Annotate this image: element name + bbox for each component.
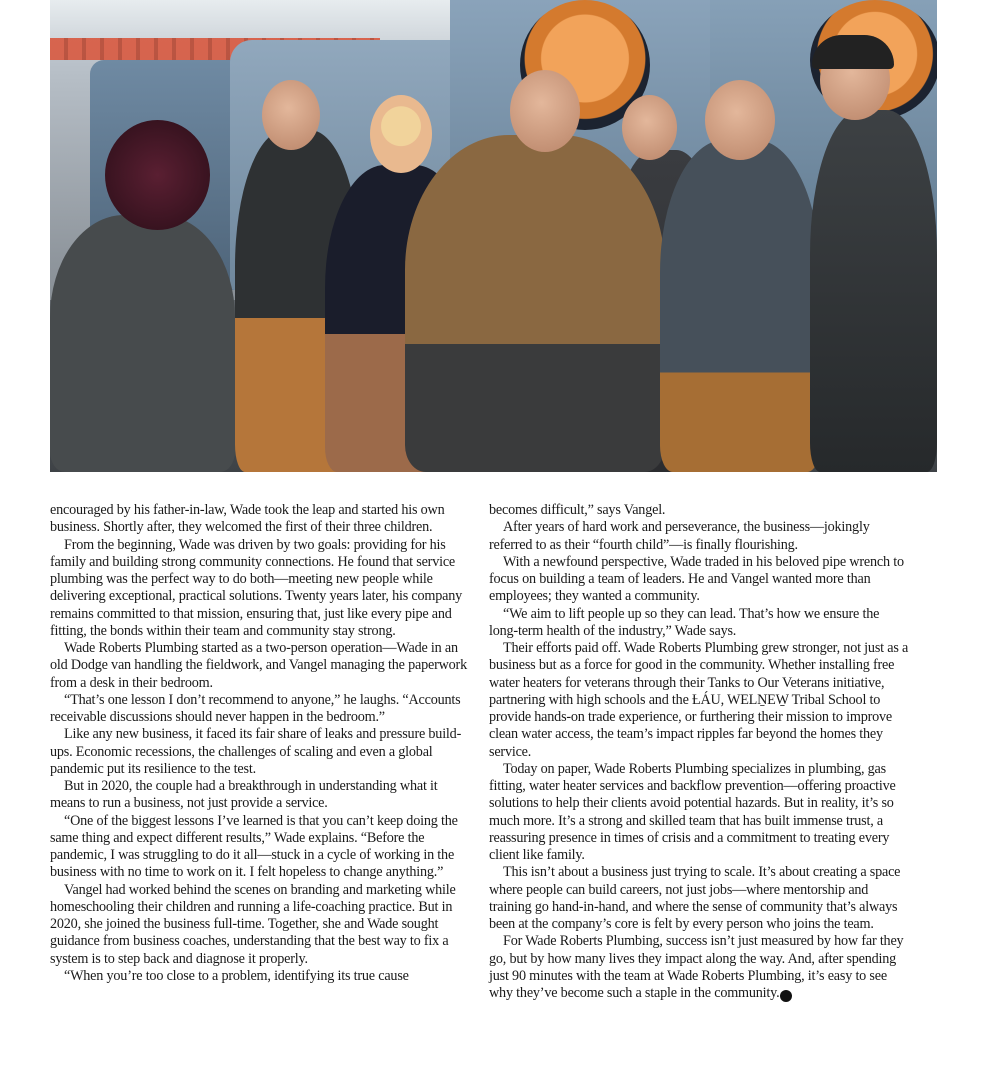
paragraph-final bbox=[489, 933, 909, 1002]
paragraph-text: For Wade Roberts Plumbing, success isn’t just measured by how far they go, but by how many lives they impact along the way. And, after spending just 90 minutes with the team at Wade Roberts Plumbing, it’s easy to see why they’ve become such a staple in the community. bbox=[489, 933, 904, 1001]
paragraph: “That’s one lesson I don’t recommend to anyone,” he laughs. “Accounts receivable discussions should never happen in the bedroom.” bbox=[50, 691, 461, 725]
paragraph: After years of hard work and perseverance, the business—jokingly referred to as their “fourth child”—is finally flourishing. bbox=[489, 519, 870, 553]
paragraph: becomes difficult,” says Vangel. bbox=[489, 502, 666, 518]
paragraph: But in 2020, the couple had a breakthrough in understanding what it means to run a business, not just provide a service. bbox=[50, 778, 438, 812]
person-figure bbox=[810, 110, 937, 472]
person-head bbox=[370, 95, 432, 173]
paragraph: encouraged by his father-in-law, Wade took the leap and started his own business. Shortly after, they welcomed the first of their three children. bbox=[50, 502, 445, 536]
article-column-right bbox=[489, 502, 909, 1002]
person-figure bbox=[660, 140, 820, 472]
team-photo bbox=[50, 0, 937, 472]
cap-icon bbox=[812, 35, 894, 69]
person-head bbox=[262, 80, 320, 150]
end-mark-icon: B bbox=[780, 990, 792, 1002]
paragraph: “One of the biggest lessons I’ve learned is that you can’t keep doing the same thing and expect different results,” Wade explains. “Before the pandemic, I was struggling to do it all—stuck in a cycle of working in the business with no time to work on it. I felt hopeless to change anything.” bbox=[50, 812, 458, 881]
person-head bbox=[510, 70, 580, 152]
paragraph: From the beginning, Wade was driven by two goals: providing for his family and building strong community connections. He found that service plumbing was the perfect way to do both—meeting new people while delivering exceptional, practical solutions. Twenty years later, his company remains committed to that mission, ensuring that, just like every pipe and fitting, the bonds within their team and community stay strong. bbox=[50, 536, 463, 639]
paragraph: With a newfound perspective, Wade traded in his beloved pipe wrench to focus on building a team of leaders. He and Vangel wanted more than employees; they wanted a community. bbox=[489, 553, 904, 605]
paragraph: Their efforts paid off. Wade Roberts Plumbing grew stronger, not just as a business but as a force for good in the community. Whether installing free water heaters for veterans through their Tanks to Our Veterans initiative, partnering with high schools and the ȽÁU, WELṈEW̱ Tribal School to provide hands-on trade experience, or furthering their mission to improve clean water access, the team’s impact ripples far beyond the homes they service. bbox=[489, 640, 909, 760]
person-figure bbox=[405, 135, 665, 472]
person-figure bbox=[50, 215, 235, 472]
paragraph: Today on paper, Wade Roberts Plumbing specializes in plumbing, gas fitting, water heater services and backflow prevention—offering proactive solutions to help their clients avoid potential hazards. But in reality, it’s so much more. It’s a strong and skilled team that has built immense trust, a reassuring presence in times of crisis and a commitment to treating every client like family. bbox=[489, 760, 896, 863]
paragraph: Vangel had worked behind the scenes on branding and marketing while homeschooling their children and running a life-coaching practice. But in 2020, she joined the business full-time. Together, she and Wade sought guidance from business coaches, understanding that the best way to fix a system is to step back and diagnose it properly. bbox=[50, 881, 456, 967]
article-column-left bbox=[50, 502, 468, 985]
paragraph: Like any new business, it faced its fair share of leaks and pressure build-ups. Economic recessions, the challenges of scaling and even a global pandemic put its resilience to the test. bbox=[50, 726, 462, 777]
paragraph: “We aim to lift people up so they can lead. That’s how we ensure the long-term health of the industry,” Wade says. bbox=[489, 605, 880, 639]
person-head bbox=[705, 80, 775, 160]
person-head bbox=[622, 95, 677, 160]
paragraph: “When you’re too close to a problem, identifying its true cause bbox=[64, 967, 409, 984]
paragraph: Wade Roberts Plumbing started as a two-person operation—Wade in an old Dodge van handling the fieldwork, and Vangel managing the paperwork from a desk in their bedroom. bbox=[50, 640, 467, 691]
paragraph: This isn’t about a business just trying to scale. It’s about creating a space where people can build careers, not just jobs—where mentorship and training go hand-in-hand, and where the sense of community that’s always been at the company’s core is felt by every person who joins the team. bbox=[489, 864, 901, 932]
person-head bbox=[105, 120, 210, 230]
